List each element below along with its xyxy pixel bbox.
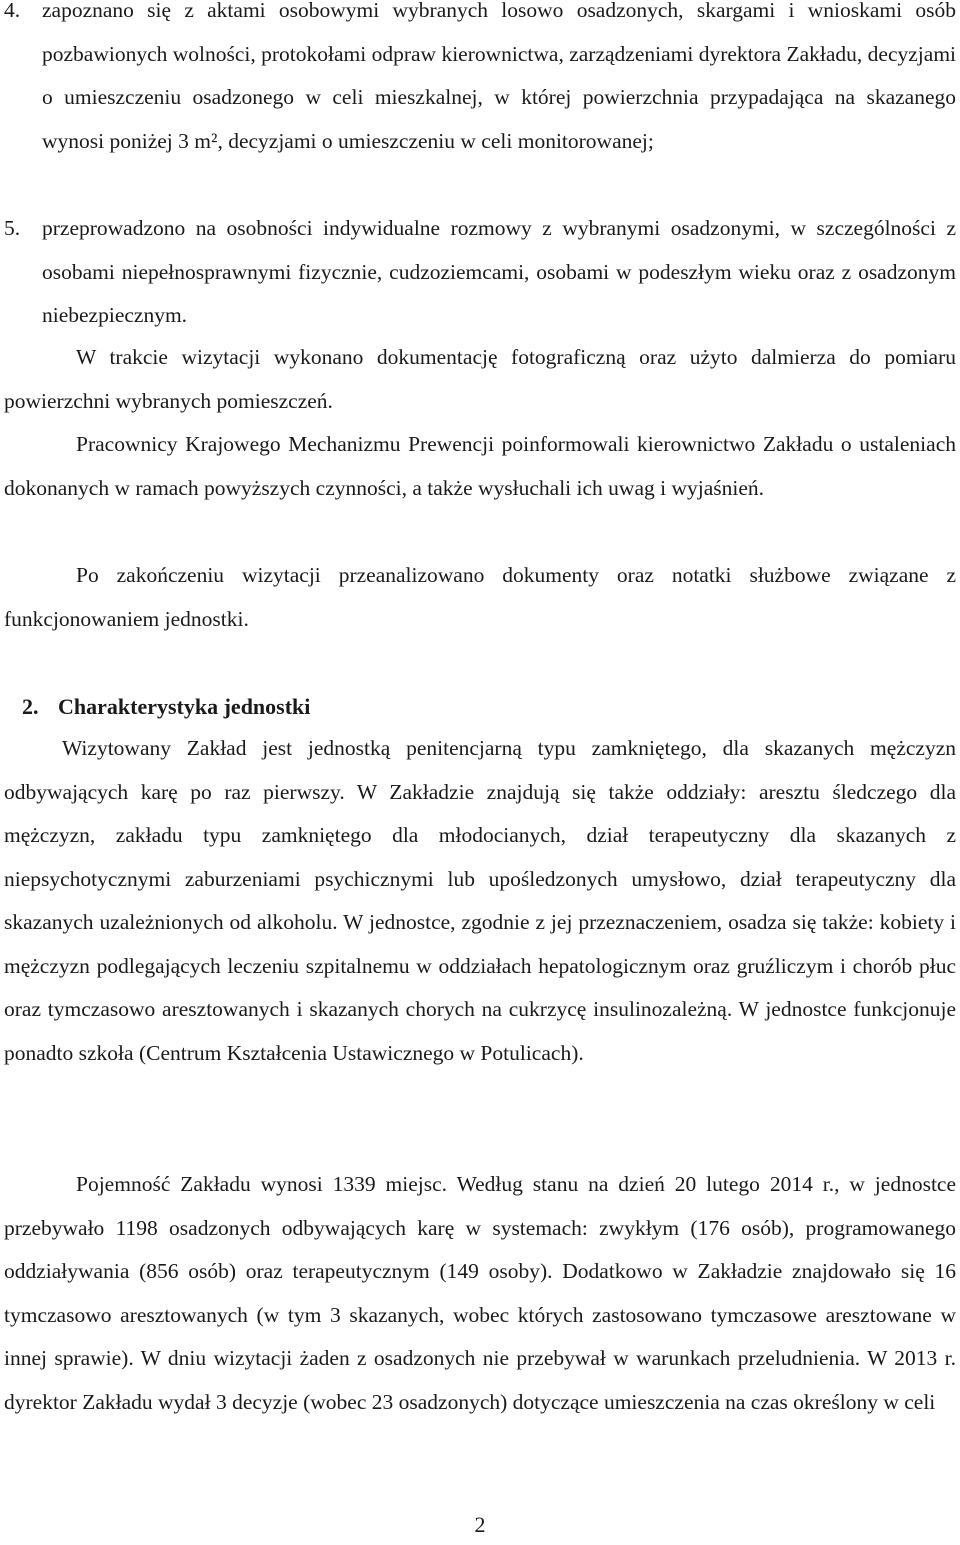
list-item-text: przeprowadzono na osobności indywidualne rozmowy z wybranymi osadzonymi, w szczególności z osobami niepełnosprawnymi fizycznie, cudzoziemcami, osobami w podeszłym wieku oraz z osadzonym niebezpiecznym.	[42, 216, 956, 327]
paragraph-document-analysis: Po zakończeniu wizytacji przeanalizowano dokumenty oraz notatki służbowe związane z funkcjonowaniem jednostki.	[4, 563, 956, 631]
paragraph-facility-description: Wizytowany Zakład jest jednostką penitencjarną typu zamkniętego, dla skazanych mężczyzn odbywających karę po raz pierwszy. W Zakładzie znajdują się także oddziały: aresztu śledczego dla mężczyzn, zakładu typu zamkniętego dla młodocianych, dział terapeutyczny dla skazanych z niepsychotycznymi zaburzeniami psychicznymi lub upośledzonych umysłowo, dział terapeutyczny dla skazanych uzależnionych od alkoholu. W jednostce, zgodnie z jej przeznaczeniem, osadza się także: kobiety i mężczyzn podlegających leczeniu szpitalnemu w oddziałach hepatologicznym oraz gruźliczym i chorób płuc oraz tymczasowo aresztowanych i skazanych chorych na cukrzycę insulinozależną. W jednostce funkcjonuje ponadto szkoła (Centrum Kształcenia Ustawicznego w Potulicach).	[4, 736, 956, 1065]
list-item-number: 4.	[4, 0, 21, 22]
page-number: 2	[474, 1512, 486, 1537]
list-item-5	[4, 207, 956, 338]
list-item-number: 5.	[4, 216, 21, 240]
paragraph-photo-documentation: W trakcie wizytacji wykonano dokumentację fotograficzną oraz użyto dalmierza do pomiaru powierzchni wybranych pomieszczeń.	[4, 345, 956, 413]
section-number: 2.	[22, 694, 39, 719]
section-title: Charakterystyka jednostki	[58, 694, 311, 719]
paragraph-staff-informed: Pracownicy Krajowego Mechanizmu Prewencji poinformowali kierownictwo Zakładu o ustaleniach dokonanych w ramach powyższych czynności, a także wysłuchali ich uwag i wyjaśnień.	[4, 432, 956, 500]
list-item-4	[4, 0, 956, 163]
list-item-text: zapoznano się z aktami osobowymi wybranych losowo osadzonych, skargami i wnioskami osób pozbawionych wolności, protokołami odpraw kierownictwa, zarządzeniami dyrektora Zakładu, decyzjami o umieszczeniu osadzonego w celi mieszkalnej, w której powierzchnia przypadająca na skazanego wynosi poniżej 3 m², decyzjami o umieszczeniu w celi monitorowanej;	[42, 0, 957, 153]
paragraph-facility-capacity: Pojemność Zakładu wynosi 1339 miejsc. Według stanu na dzień 20 lutego 2014 r., w jednostce przebywało 1198 osadzonych odbywających karę w systemach: zwykłym (176 osób), programowanego oddziaływania (856 osób) oraz terapeutycznym (149 osoby). Dodatkowo w Zakładzie znajdowało się 16 tymczasowo aresztowanych (w tym 3 skazanych, wobec których zastosowano tymczasowe aresztowane w innej sprawie). W dniu wizytacji żaden z osadzonych nie przebywał w warunkach przeludnienia. W 2013 r. dyrektor Zakładu wydał 3 decyzje (wobec 23 osadzonych) dotyczące umieszczenia na czas określony w celi	[4, 1172, 956, 1414]
section-heading	[22, 685, 310, 729]
